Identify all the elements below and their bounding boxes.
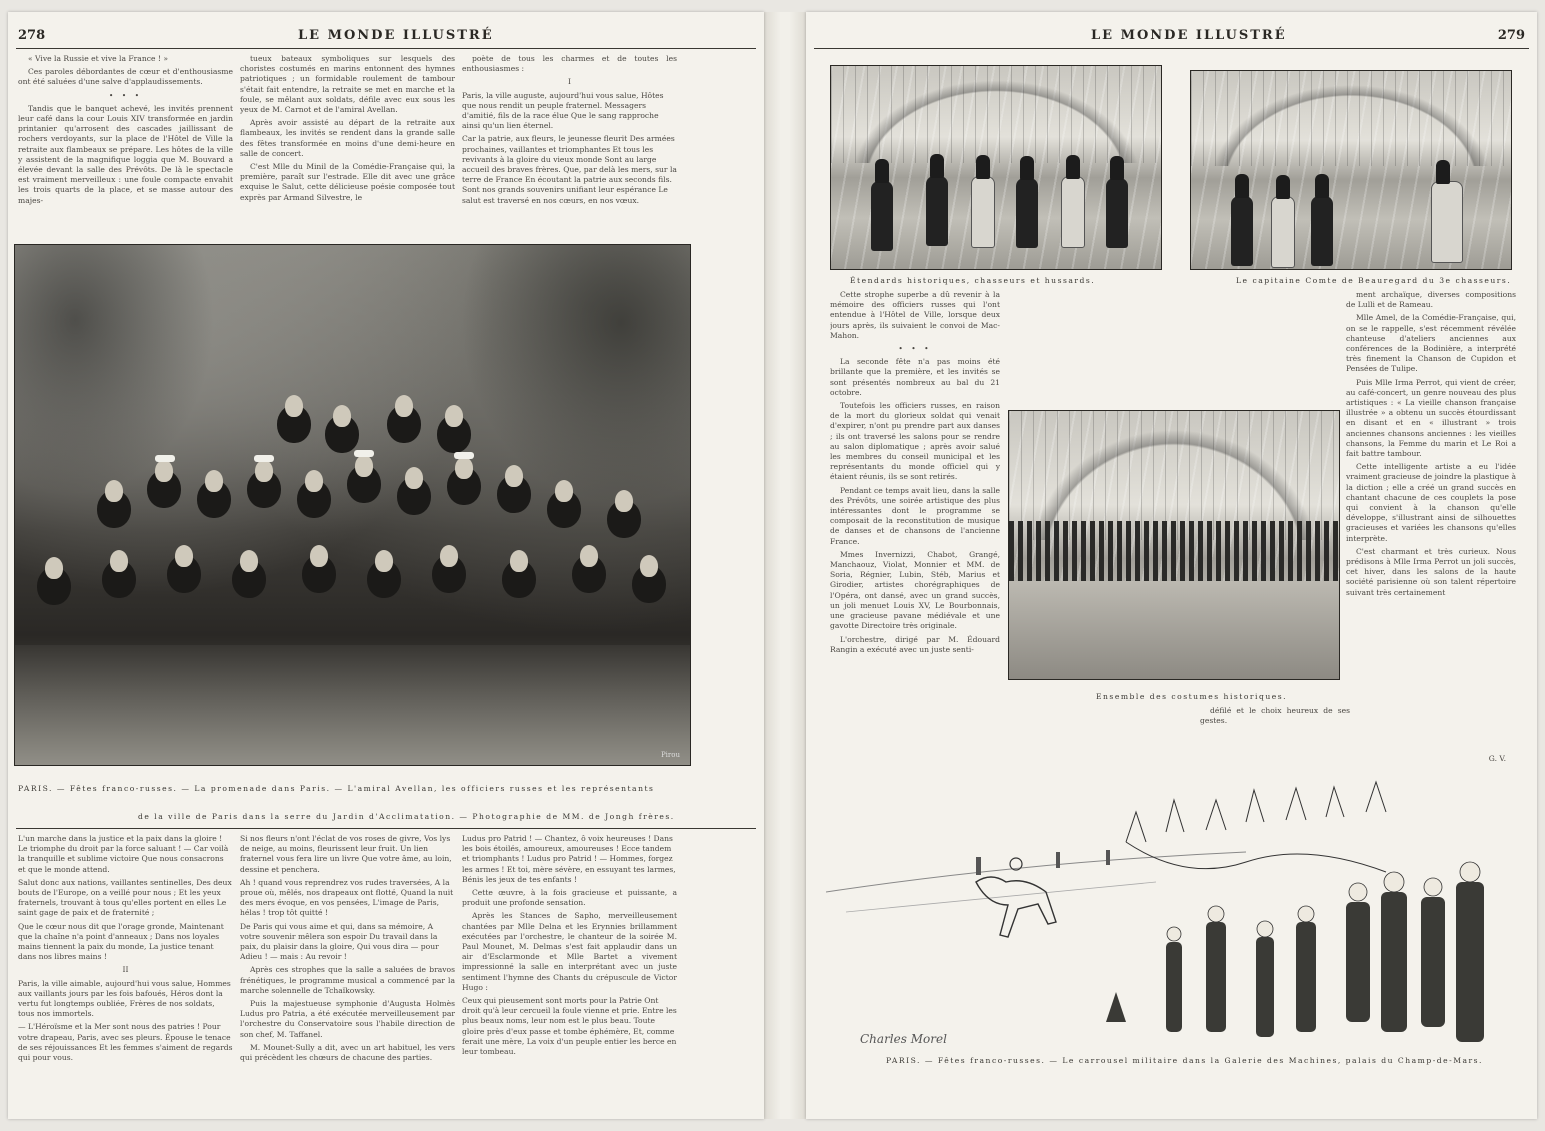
- person: [333, 405, 351, 427]
- photo-captain: [1190, 70, 1512, 270]
- poem-column-2: [240, 834, 455, 1129]
- person: [305, 470, 323, 492]
- engraver-mark: Pirou: [660, 751, 680, 759]
- person: [240, 550, 258, 572]
- horseman: [971, 176, 995, 248]
- glass-roof: [1191, 71, 1511, 166]
- poem-stanza: Car la patrie, aux fleurs, le jeunesse fleurit Des armées prochaines, vaillantes et triomphantes Et tous les revivants à la gloire du vieux monde Sont au large accueil des braves frères. Que, par delà les mers, sur la terre de France En écoutant la patrie aux seconds fils. Sont nos grands souvenirs unifiant leur espérance Le salut est traversé en nos cœurs, en nos vœux.: [462, 134, 677, 205]
- horseman: [1061, 176, 1085, 248]
- paragraph: Cette œuvre, à la fois gracieuse et puissante, a produit une profonde sensation.: [462, 888, 677, 908]
- paragraph: Pendant ce temps avait lieu, dans la salle des Prévôts, une soirée artistique des plus intéressantes dont le programme se composait de la reconstitution de musique de danses et de chansons de l'ancienne France.: [830, 485, 1000, 546]
- right-text-column-2: [1346, 290, 1516, 690]
- left-page: [8, 12, 764, 1119]
- author-initials: [1466, 754, 1506, 768]
- person: [45, 557, 63, 579]
- horseman: [1016, 178, 1038, 248]
- person: [505, 465, 523, 487]
- carrousel-engraving: [826, 772, 1526, 1062]
- person: [510, 550, 528, 572]
- photo1-caption: Étendards historiques, chasseurs et hussards.: [850, 276, 1096, 285]
- ground: [15, 645, 690, 765]
- paragraph: Cette intelligente artiste a eu l'idée vraiment gracieuse de joindre la plastique à la diction ; elle a créé un grand succès en chantant chacune de ces couplets la pose qui convient à la chanson qu'elle développe, s'illustrant ainsi de silhouettes gracieuses et variées les chansons qu'elles interprète.: [1346, 462, 1516, 543]
- poem-column-1: [18, 834, 233, 1129]
- poem-stanza: L'un marche dans la justice et la paix dans la gloire ! Le triomphe du droit par la force saluant ! — Car voilà la tranquille et sublime victoire Que nous consacrons et que le monde attend.: [18, 834, 229, 874]
- horseman: [1271, 196, 1295, 268]
- paragraph: Puis la majestueuse symphonie d'Augusta Holmès Ludus pro Patria, a été exécutée merveilleusement par l'orchestre du Conservatoire sous l'habile direction de son chef, M. Taffanel.: [240, 999, 455, 1039]
- paragraph: défilé et le choix heureux de ses gestes.: [1200, 706, 1350, 726]
- arena-floor: [1009, 581, 1339, 679]
- naval-cap: [454, 452, 474, 459]
- person: [285, 395, 303, 417]
- text-column-1: [18, 54, 233, 254]
- photo-historic-standards: [830, 65, 1162, 270]
- section-separator: • • •: [898, 344, 932, 354]
- poem-column-3: [462, 834, 677, 1129]
- section-separator: • • •: [108, 90, 143, 100]
- person: [640, 555, 658, 577]
- horseman: [871, 181, 893, 251]
- paragraph: Toutefois les officiers russes, en raison de la mort du glorieux soldat qui venait d'expirer, n'ont pu prendre part aux danses ; ils ont traversé les salons pour se rendre au salon diplomatique ; après avoir salué les membres du conseil municipal et les représentants du monde officiel qui y étaient réunis, ils se sont retirés.: [830, 401, 1000, 482]
- person: [395, 395, 413, 417]
- engraving-drawing: [826, 772, 1526, 1062]
- person: [455, 457, 473, 479]
- engraving-caption: PARIS. — Fêtes franco-russes. — Le carrousel militaire dans la Galerie des Machines, palais du Champ-de-Mars.: [886, 1056, 1483, 1065]
- stanza-number: II: [122, 965, 129, 975]
- paragraph: C'est Mlle du Minil de la Comédie-Française qui, la première, paraît sur l'estrade. Elle dit avec une grâce exquise le Salut, cette délicieuse poésie composée tout exprès par Armand Silvestre, le: [240, 162, 455, 202]
- poem-stanza: Que le cœur nous dit que l'orage gronde, Maintenant que la chaîne n'a point d'anneaux ; Dans nos loyales mains tiennent la paix du monde, La justice tenant dans nos libres mains !: [18, 921, 224, 962]
- person: [375, 550, 393, 572]
- horseman: [1106, 178, 1128, 248]
- person: [110, 550, 128, 572]
- paragraph: Ces paroles débordantes de cœur et d'enthousiasme ont été saluées d'une salve d'applaudissements.: [18, 67, 233, 87]
- stanza-number: I: [568, 77, 571, 87]
- horseman: [1231, 196, 1253, 266]
- caption-rule: [16, 828, 756, 829]
- horseman: [1311, 196, 1333, 266]
- right-text-column-3: [1200, 706, 1350, 736]
- paragraph: C'est charmant et très curieux. Nous prédisons à Mlle Irma Perrot un joli succès, cet hiver, dans les salons de la haute société parisienne où son talent répertoire suivant très certainement: [1346, 546, 1516, 597]
- paragraph: Après avoir assisté au départ de la retraite aux flambeaux, les invités se rendent dans la grande salle des fêtes transformée en moins d'une demi-heure en salle de concert.: [240, 118, 455, 158]
- person: [175, 545, 193, 567]
- person: [310, 545, 328, 567]
- poem-stanza: Salut donc aux nations, vaillantes sentinelles, Des deux bouts de l'Europe, on a veillé pour nous ; Et les yeux fraternels, trouvant à tous qu'elles portent en elles Le saint gage de paix et de fraternité ;: [18, 877, 232, 918]
- paragraph: Puis Mlle Irma Perrot, qui vient de créer, au café-concert, un genre nouveau des plus artistiques : « La vieille chanson française illustrée » a obtenu un succès étourdissant en disant et en « illustrant » trois anciennes chansons anciennes : les vieilles chansons, la Femme du marin et Le Roi a fait battre tambour.: [1346, 377, 1516, 459]
- person: [615, 490, 633, 512]
- glass-roof: [831, 66, 1161, 163]
- running-head: LE MONDE ILLUSTRÉ: [1091, 28, 1287, 43]
- poem-stanza: Paris, la ville aimable, aujourd'hui vous salue, Hommes aux vaillants jours par les fois bafoués, Héros dont la vertu fut longtemps oubliée, Frères de nos soldats, tous nos immortels.: [18, 978, 231, 1019]
- cavalry-line: [1009, 521, 1339, 581]
- person: [255, 460, 273, 482]
- poem-stanza: De Paris qui vous aime et qui, dans sa mémoire, A votre souvenir mêlera son espoir Du travail dans la paix, du plaisir dans la gloire, Qui vous dira — pour Adieu ! — mais : Au revoir !: [240, 921, 439, 962]
- header-rule: [814, 48, 1529, 49]
- person: [580, 545, 598, 567]
- horseman: [926, 176, 948, 246]
- paragraph: La seconde fête n'a pas moins été brillante que la première, et les invités se sont présentés nombreux au bal du 21 octobre.: [830, 357, 1000, 397]
- person: [440, 545, 458, 567]
- paragraph: ment archaïque, diverses compositions de Lulli et de Rameau.: [1346, 290, 1516, 310]
- poem-stanza: Si nos fleurs n'ont l'éclat de vos roses de givre, Vos lys de neige, au moins, fleurissent leur fruit. Un lien fraternel vous fera lire un livre Que votre âme, au loin, dessine et penchera.: [240, 834, 452, 874]
- captain-on-horse: [1431, 181, 1463, 263]
- right-page: [806, 12, 1537, 1119]
- poem-stanza: Paris, la ville auguste, aujourd'hui vous salue, Hôtes que nous rendit un peuple fraternel. Messagers d'amitié, fils de la race élue Que le sang rapproche ainsi qu'un lien éternel.: [462, 90, 664, 131]
- group-photograph: [14, 244, 691, 766]
- page-number: 279: [1497, 28, 1525, 43]
- person: [205, 470, 223, 492]
- paragraph: Après ces strophes que la salle a saluées de bravos frénétiques, le programme musical a commencé par la marche solennelle de Tchaïkowsky.: [240, 965, 455, 995]
- photo3-caption: Ensemble des costumes historiques.: [1096, 692, 1288, 701]
- naval-cap: [254, 455, 274, 462]
- paragraph: Mlle Amel, de la Comédie-Française, qui, on se le rappelle, s'est récemment révélée chanteuse d'ateliers anciennes aux conférences de la Bodinière, a interprété très finement la Chanson de Cupidon et Pensées de Tulipe.: [1346, 313, 1516, 374]
- person: [555, 480, 573, 502]
- paragraph: Après les Stances de Sapho, merveilleusement chantées par Mlle Delna et les Erynnies brillamment exécutées par l'orchestre, le chanteur de la soirée M. Paul Mounet, M. Delmas s'est fait applaudir dans un air d'Esclarmonde et Mlle Bartet a vivement impressionné la salle en interprétant avec un juste sentiment l'hymne des Chants du crépuscule de Victor Hugo :: [462, 911, 677, 992]
- paragraph: M. Mounet-Sully a dit, avec un art habituel, les vers qui précèdent les chœurs de chacune des parties.: [240, 1042, 455, 1063]
- photo-historic-costumes: [1008, 410, 1340, 680]
- text-column-3: [462, 54, 677, 254]
- header-rule: [16, 48, 756, 49]
- paragraph: Cette strophe superbe a dû revenir à la mémoire des officiers russes qui l'ont entendue à l'Hôtel de Ville, lorsque deux jours après, ils suivaient le convoi de Mac-Mahon.: [830, 290, 1000, 340]
- poem-stanza: Ludus pro Patrid ! — Chantez, ô voix heureuses ! Dans les bois étoilés, amoureux, amoureuses ! Ecce tandem et triomphants ! Ludus pro Patrid ! — Hommes, forgez les armes ! Et toi, mère sévère, en essuyant tes larmes, Bénis les jeux de tes enfants !: [462, 834, 676, 884]
- photo-caption-line-2: de la ville de Paris dans la serre du Jardin d'Acclimatation. — Photographie de MM. de Jongh frères.: [138, 812, 675, 821]
- paragraph: poète de tous les charmes et de toutes les enthousiasmes :: [462, 54, 677, 74]
- foliage-right: [460, 245, 690, 505]
- person: [355, 455, 373, 477]
- paragraph: tueux bateaux symboliques sur lesquels des choristes costumés en marins entonnent des hymnes patriotiques ; un formidable roulement de tambour s'était fait entendre, la retraite se met en marche et la foule, se mêlant aux soldats, défile avec eux sous les yeux de M. Carnot et de l'amiral Avellan.: [240, 54, 455, 115]
- naval-cap: [155, 455, 175, 462]
- person: [105, 480, 123, 502]
- person: [445, 405, 463, 427]
- signoff: G. V.: [1488, 754, 1506, 763]
- person: [155, 460, 173, 482]
- poem-stanza: — L'Héroïsme et la Mer sont nous des patries ! Pour votre drapeau, Paris, avec ses pleurs. Épouse le tenace de ses réjouissances Et les femmes s'aiment de regards qui pour vous.: [18, 1022, 233, 1063]
- running-head: LE MONDE ILLUSTRÉ: [298, 28, 494, 43]
- paragraph: « Vive la Russie et vive la France ! »: [28, 54, 168, 63]
- photo-caption-line-1: PARIS. — Fêtes franco-russes. — La promenade dans Paris. — L'amiral Avellan, les officiers russes et les représentants: [18, 784, 655, 793]
- paragraph: L'orchestre, dirigé par M. Édouard Rangin a exécuté avec un juste senti-: [830, 634, 1000, 654]
- right-text-column-1: [830, 290, 1000, 820]
- naval-cap: [354, 450, 374, 457]
- paragraph: Tandis que le banquet achevé, les invités prennent leur café dans la cour Louis XIV transformée en jardin printanier qu'arrosent des cascades jaillissant de rochers verdoyants, sur la place de l'Hôtel de Ville la retraite aux flambeaux se prépare. Les hôtes de la ville y assistent de la magnifique loggia que M. Bouvard a élevée devant la salle des Prévôts. De là le spectacle est vraiment merveilleux : une foule compacte envahit les trois quarts de la place, et se masse autour des majes-: [18, 103, 233, 205]
- page-number: 278: [18, 28, 46, 43]
- foliage-left: [15, 245, 215, 495]
- text-column-2: [240, 54, 455, 254]
- page-gutter: [764, 12, 806, 1119]
- person: [405, 467, 423, 489]
- photo2-caption: Le capitaine Comte de Beauregard du 3e chasseurs.: [1236, 276, 1512, 285]
- poem-stanza: Ah ! quand vous reprendrez vos rudes traversées, A la proue où, mêlés, nos drapeaux ont flotté, Quand la nuit des mers évoque, en vos pensées, L'image de Paris, hélas ! trop tôt quitté !: [240, 877, 454, 918]
- artist-signature: Charles Morel: [860, 1032, 947, 1046]
- paragraph: Mmes Invernizzi, Chabot, Grangé, Manchaouz, Violat, Monnier et MM. de Soria, Régnier, Lubin, Stéb, Marius et Girodier, artistes chorégraphiques de l'Opéra, ont dansé, avec un grand succès, un joli menuet Louis XV, Le Bourbonnais, une gracieuse pavane médiévale et une gavotte Directoire très originale.: [830, 549, 1000, 631]
- poem-stanza: Ceux qui pieusement sont morts pour la Patrie Ont droit qu'à leur cercueil la foule vienne et prie. Entre les plus beaux noms, leur nom est le plus beau. Toute gloire près d'eux passe et tombe éphémère, Et, comme ferait une mère, La voix d'un peuple entier les berce en leur tombeau.: [462, 996, 677, 1057]
